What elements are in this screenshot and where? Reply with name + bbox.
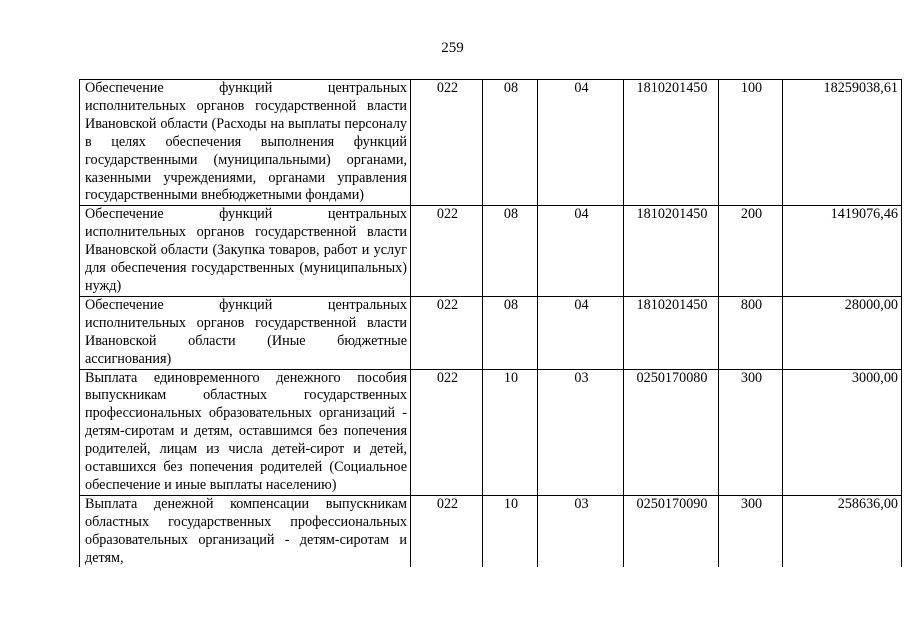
row-description: Обеспечение функций центральных исполнительных органов государственной власти Ивановской области (Расходы на выплаты персоналу в целях обеспечения выполнения функций государственными (муниципальными) органами, казенными учреждениями, органами управления государственными внебюджетными фондами): [80, 80, 411, 206]
amount-value: 28000,00: [783, 296, 902, 369]
page-number: 259: [441, 40, 464, 56]
table-row: [80, 495, 902, 567]
target-article-code: 1810201450: [624, 296, 719, 369]
row-description: Выплата единовременного денежного пособия выпускникам областных государственных профессиональных образовательных организаций - детям-сиротам и детям, оставшимся без попечения родителей, лицам из числа детей-сирот и детей, оставшихся без попечения родителей (Социальное обеспечение и иные выплаты населению): [80, 369, 411, 495]
ministry-code: 022: [411, 80, 483, 206]
section-code: [483, 495, 538, 567]
table-row: [80, 206, 902, 297]
target-article-code: 0250170080: [624, 369, 719, 495]
row-description: Обеспечение функций центральных исполнительных органов государственной власти Ивановской области (Иные бюджетные ассигнования): [80, 296, 411, 369]
subsection-code: 03: [538, 369, 624, 495]
expense-type-code-text: 300: [740, 495, 763, 512]
table-row: [80, 80, 902, 206]
subsection-code-text: 03: [574, 495, 589, 512]
target-article-code: 1810201450: [624, 80, 719, 206]
amount-value: 3000,00: [783, 369, 902, 495]
amount-value: 1419076,46: [783, 206, 902, 297]
expense-type-code: 800: [719, 296, 783, 369]
table-row: [80, 296, 902, 369]
section-code-text: 10: [503, 495, 519, 512]
amount-value: [783, 495, 902, 567]
ministry-code: 022: [411, 369, 483, 495]
expense-type-code: 300: [719, 369, 783, 495]
row-description: Обеспечение функций центральных исполнительных органов государственной власти Ивановской области (Закупка товаров, работ и услуг для обеспечения государственных (муниципальных) нужд): [80, 206, 411, 297]
subsection-code: 04: [538, 296, 624, 369]
expense-type-code: 200: [719, 206, 783, 297]
target-article-code: [624, 495, 719, 567]
row-description: [80, 495, 411, 567]
subsection-code: 04: [538, 206, 624, 297]
ministry-code-text: 022: [436, 495, 459, 512]
section-code: 08: [483, 296, 538, 369]
subsection-code: 04: [538, 80, 624, 206]
row-description-text: Выплата денежной компенсации выпускникам областных государственных профессиональных образовательных организаций - детям-сиротам и детям,: [85, 495, 407, 566]
section-code: 10: [483, 369, 538, 495]
ministry-code: 022: [411, 206, 483, 297]
table-row: [80, 369, 902, 495]
expense-type-code: 100: [719, 80, 783, 206]
ministry-code: 022: [411, 296, 483, 369]
target-article-code: 1810201450: [624, 206, 719, 297]
amount-value-text: 258636,00: [837, 495, 898, 512]
section-code: 08: [483, 80, 538, 206]
amount-value: 18259038,61: [783, 80, 902, 206]
expense-type-code: [719, 495, 783, 567]
ministry-code: [411, 495, 483, 567]
target-article-code-text: 0250170090: [636, 495, 708, 512]
section-code: 08: [483, 206, 538, 297]
subsection-code: [538, 495, 624, 567]
budget-table: [79, 79, 902, 567]
